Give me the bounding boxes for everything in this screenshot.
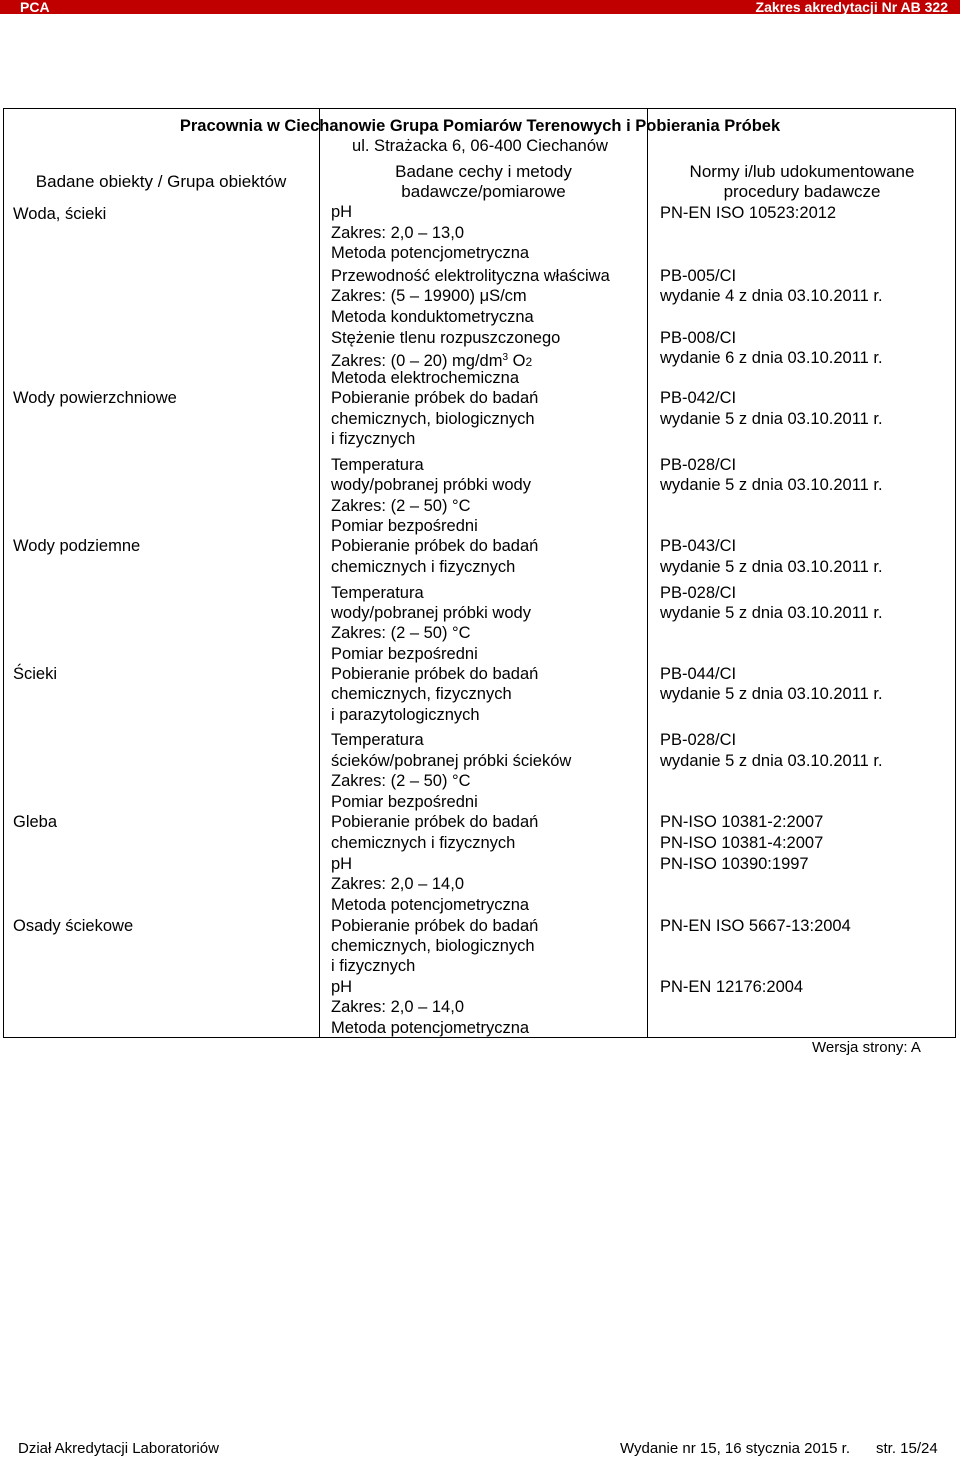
entry-ph-method: Metoda potencjometryczna [331,244,530,262]
norm-temp-ground-code: PB-028/CI [660,584,737,602]
entry-ph-soil-name: pH [331,855,353,873]
entry-ph-name: pH [331,203,353,221]
entry-ph-range: Zakres: 2,0 – 13,0 [331,224,464,242]
entry-sampling-sludge-1: Pobieranie próbek do badań [331,917,539,935]
entry-sampling-sludge-3: i fizycznych [331,957,416,975]
entry-sampling-sewage-1: Pobieranie próbek do badań [331,665,539,683]
lab-name: Pracownia w Ciechanowie Grupa Pomiarów Terenowych i Pobierania Próbek [179,117,781,135]
object-scieki: Ścieki [13,665,58,683]
entry-temp-ground-2: wody/pobranej próbki wody [331,604,531,622]
column-header-features-1: Badane cechy i metody [395,162,572,181]
entry-temp-sewage-4: Pomiar bezpośredni [331,793,478,811]
entry-conductivity-name: Przewodność elektrolityczna właściwa [331,267,610,285]
entry-temp-surface-3: Zakres: (2 – 50) °C [331,497,471,515]
norm-sampling-ground-code: PB-043/CI [660,537,737,555]
column-divider-2 [647,108,648,1038]
entry-conductivity-method: Metoda konduktometryczna [331,308,534,326]
norm-oxygen-code: PB-008/CI [660,329,737,347]
header-org: PCA [20,0,50,15]
column-divider-1 [319,108,320,1038]
norm-temp-sewage-edition: wydanie 5 z dnia 03.10.2011 r. [660,752,883,770]
entry-oxygen-unit-subscript: 2 [525,355,533,369]
object-osady-sciekowe: Osady ściekowe [13,917,134,935]
footer-edition: Wydanie nr 15, 16 stycznia 2015 r. [620,1440,850,1457]
entry-oxygen-name: Stężenie tlenu rozpuszczonego [331,329,561,347]
entry-sampling-ground-1: Pobieranie próbek do badań [331,537,539,555]
norm-oxygen-edition: wydanie 6 z dnia 03.10.2011 r. [660,349,883,367]
entry-sampling-sludge-2: chemicznych, biologicznych [331,937,535,955]
footer-department: Dział Akredytacji Laboratoriów [18,1440,219,1457]
entry-ph-sludge-method: Metoda potencjometryczna [331,1019,530,1037]
norm-ph-soil: PN-ISO 10390:1997 [660,855,809,873]
entry-sampling-sewage-3: i parazytologicznych [331,706,480,724]
column-header-features-2: badawcze/pomiarowe [401,182,566,201]
entry-conductivity-range: Zakres: (5 – 19900) μS/cm [331,287,527,305]
column-header-norms-2: procedury badawcze [723,182,881,201]
header-title: Zakres akredytacji Nr AB 322 [755,0,948,15]
entry-temp-surface-2: wody/pobranej próbki wody [331,476,531,494]
object-woda-scieki: Woda, ścieki [13,205,107,223]
norm-temp-ground-edition: wydanie 5 z dnia 03.10.2011 r. [660,604,883,622]
document-header-bar [0,0,960,14]
norm-sampling-sludge: PN-EN ISO 5667-13:2004 [660,917,851,935]
norm-temp-sewage-code: PB-028/CI [660,731,737,749]
entry-ph-sludge-name: pH [331,978,353,996]
norm-ph-sludge: PN-EN 12176:2004 [660,978,804,996]
entry-sampling-soil-1: Pobieranie próbek do badań [331,813,539,831]
norm-conductivity-edition: wydanie 4 z dnia 03.10.2011 r. [660,287,883,305]
object-wody-podziemne: Wody podziemne [13,537,141,555]
norm-temp-surface-code: PB-028/CI [660,456,737,474]
entry-sampling-surface-2: chemicznych, biologicznych [331,410,535,428]
entry-temp-sewage-1: Temperatura [331,731,424,749]
entry-ph-soil-range: Zakres: 2,0 – 14,0 [331,875,464,893]
entry-ph-soil-method: Metoda potencjometryczna [331,896,530,914]
norm-sampling-soil-1: PN-ISO 10381-2:2007 [660,813,824,831]
entry-temp-sewage-2: ścieków/pobranej próbki ścieków [331,752,572,770]
column-header-objects: Badane obiekty / Grupa obiektów [35,172,287,191]
norm-sampling-surface-code: PB-042/CI [660,389,737,407]
entry-sampling-surface-3: i fizycznych [331,430,416,448]
entry-sampling-sewage-2: chemicznych, fizycznych [331,685,512,703]
norm-sampling-ground-edition: wydanie 5 z dnia 03.10.2011 r. [660,558,883,576]
object-wody-powierzchniowe: Wody powierzchniowe [13,389,177,407]
page-version: Wersja strony: A [812,1039,921,1056]
entry-sampling-soil-2: chemicznych i fizycznych [331,834,516,852]
entry-temp-ground-4: Pomiar bezpośredni [331,645,478,663]
footer-page-number: str. 15/24 [876,1440,938,1457]
entry-temp-surface-4: Pomiar bezpośredni [331,517,478,535]
entry-temp-surface-1: Temperatura [331,456,424,474]
entry-sampling-surface-1: Pobieranie próbek do badań [331,389,539,407]
entry-sampling-ground-2: chemicznych i fizycznych [331,558,516,576]
entry-temp-ground-3: Zakres: (2 – 50) °C [331,624,471,642]
norm-sampling-soil-2: PN-ISO 10381-4:2007 [660,834,824,852]
norm-temp-surface-edition: wydanie 5 z dnia 03.10.2011 r. [660,476,883,494]
entry-ph-sludge-range: Zakres: 2,0 – 14,0 [331,998,464,1016]
entry-temp-sewage-3: Zakres: (2 – 50) °C [331,772,471,790]
norm-ph: PN-EN ISO 10523:2012 [660,204,837,222]
entry-oxygen-unit-tail: O [508,352,526,370]
norm-sampling-sewage-edition: wydanie 5 z dnia 03.10.2011 r. [660,685,883,703]
lab-address: ul. Strażacka 6, 06-400 Ciechanów [352,137,608,155]
column-header-norms-1: Normy i/lub udokumentowane [689,162,915,181]
norm-sampling-sewage-code: PB-044/CI [660,665,737,683]
object-gleba: Gleba [13,813,58,831]
entry-oxygen-method: Metoda elektrochemiczna [331,369,520,387]
entry-temp-ground-1: Temperatura [331,584,424,602]
entry-oxygen-range-text: Zakres: (0 – 20) mg/dm [331,352,503,370]
norm-conductivity-code: PB-005/CI [660,267,737,285]
norm-sampling-surface-edition: wydanie 5 z dnia 03.10.2011 r. [660,410,883,428]
entry-oxygen-unit-exponent: 3 [502,352,509,363]
